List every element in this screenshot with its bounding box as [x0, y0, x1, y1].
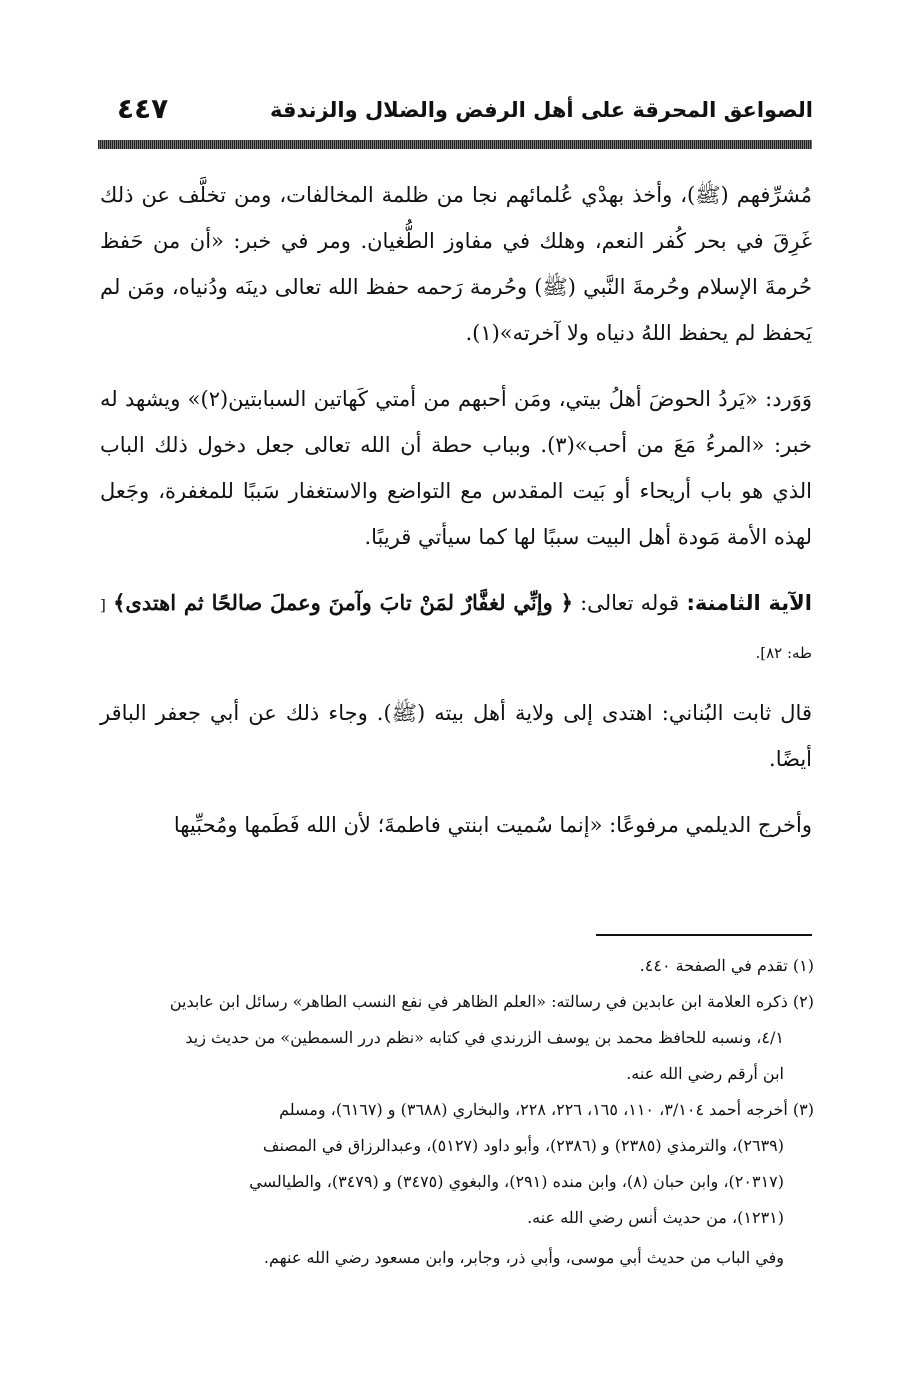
- running-title: الصواعق المحرقة على أهل الرفض والضلال والزندقة: [269, 98, 813, 122]
- quran-verse: ﴿ وإنِّي لغفَّارٌ لمَنْ تابَ وآمنَ وعملَ صالحًا ثم اهتدى﴾: [113, 590, 573, 615]
- footnote-2-line-1: (٢) ذكره العلامة ابن عابدين في رسالته: «العلم الظاهر في نفع النسب الطاهر» رسائل ابن عابدين: [169, 992, 814, 1011]
- footnote-separator: [596, 934, 812, 936]
- header-rule: [98, 140, 812, 149]
- footnote-2-line-2: ٤/١، ونسبه للحافظ محمد بن يوسف الزرندي في كتابه «نظم درر السمطين» من حديث زيد: [185, 1028, 784, 1047]
- main-text: [100, 172, 812, 868]
- ayah-intro: قوله تعالى:: [580, 591, 680, 615]
- page-header: [95, 88, 813, 140]
- ayah-label: الآية الثامنة:: [686, 591, 812, 615]
- footnote-1: (١) تقدم في الصفحة ٤٤٠.: [639, 956, 814, 975]
- verse-reference: [ طه: ٨٢].: [100, 596, 812, 662]
- footnote-3-line-4: (١٢٣١)، من حديث أنس رضي الله عنه.: [527, 1208, 784, 1227]
- ayah-paragraph: [100, 580, 812, 676]
- footnote-2-line-3: ابن أرقم رضي الله عنه.: [626, 1064, 784, 1083]
- paragraph-5: وأخرج الديلمي مرفوعًا: «إنما سُميت ابنتي فاطمةَ؛ لأن الله فَطَمها ومُحبِّيها: [173, 813, 812, 837]
- footnote-3-line-2: (٢٦٣٩)، والترمذي (٢٣٨٥) و (٢٣٨٦)، وأبو داود (٥١٢٧)، وعبدالرزاق في المصنف: [262, 1136, 784, 1155]
- footnote-3-line-3: (٢٠٣١٧)، وابن حبان (٨)، وابن منده (٢٩١)، والبغوي (٣٤٧٥) و (٣٤٧٩)، والطيالسي: [249, 1172, 784, 1191]
- footnotes: [96, 948, 814, 1276]
- paragraph-4: قال ثابت البُناني: اهتدى إلى ولاية أهل بيته (ﷺ). وجاء ذلك عن أبي جعفر الباقر أيضًا.: [100, 701, 812, 771]
- paragraph-2: وَوَرد: «يَردُ الحوضَ أهلُ بيتي، ومَن أحبهم من أمتي كَهاتين السبابتين(٢)» ويشهد له خبر: «المرءُ مَعَ من أحب»(٣). وبباب حطة أن الله تعالى جعل دخول ذلك الباب الذي هو باب أريحاء أو بَيت المقدس مع التواضع والاستغفار سَببًا للمغفرة، وجَعل لهذه الأمة مَودة أهل البيت سببًا لها كما سيأتي قريبًا.: [100, 387, 812, 549]
- footnote-3-extra: وفي الباب من حديث أبي موسى، وأبي ذر، وجابر، وابن مسعود رضي الله عنهم.: [263, 1248, 784, 1267]
- page-number: ٤٤٧: [117, 92, 169, 125]
- paragraph-1: مُشرِّفهم (ﷺ)، وأخذ بهدْي عُلمائهم نجا من ظلمة المخالفات، ومن تخلَّف عن ذلك غَرِقَ في بحر كُفر النعم، وهلك في مفاوز الطُّغيان. ومر في خبر: «أن من حَفظ حُرمةَ الإسلام وحُرمةَ النَّبي (ﷺ) وحُرمة رَحمه حفظ الله تعالى دينَه ودُنياه، ومَن لم يَحفظ لم يحفظ اللهُ دنياه ولا آخرته»(١).: [100, 183, 812, 345]
- footnote-3-line-1: (٣) أخرجه أحمد ٣/١٠٤، ١١٠، ١٦٥، ٢٢٦، ٢٢٨، والبخاري (٣٦٨٨) و (٦١٦٧)، ومسلم: [279, 1100, 814, 1119]
